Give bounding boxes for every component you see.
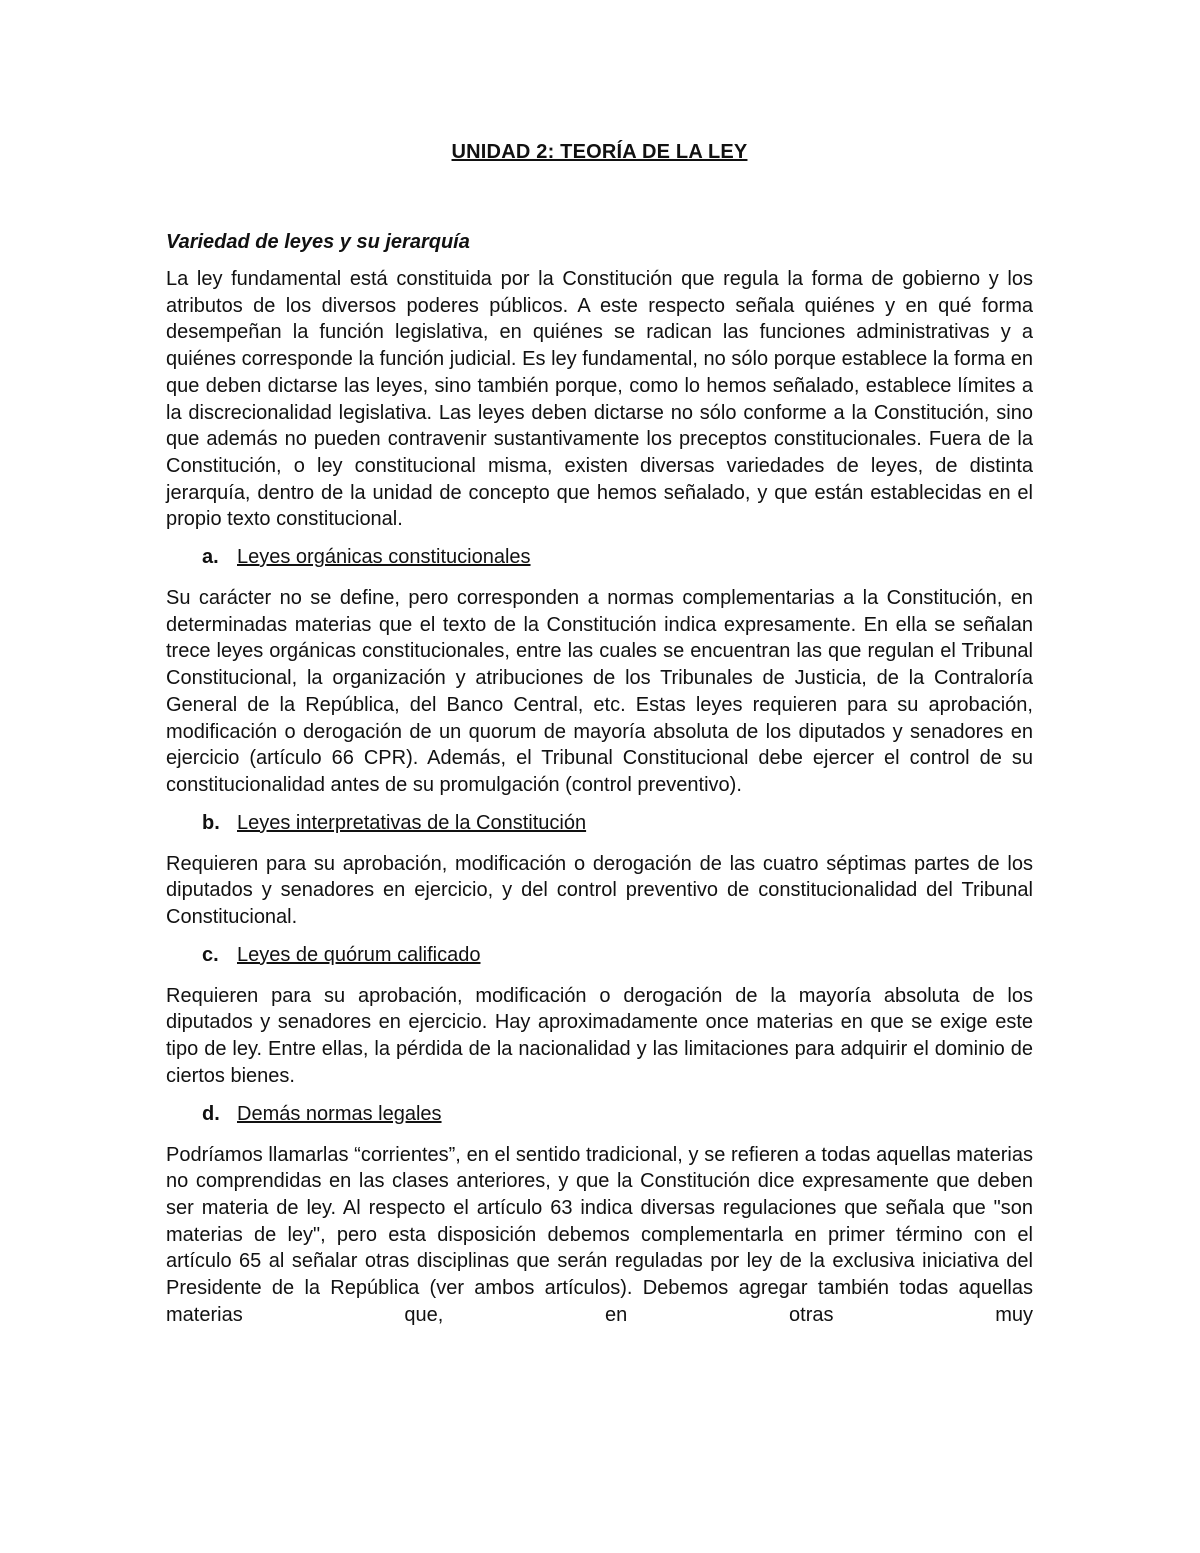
list-item-letter: d. [202,1102,220,1125]
document-title: UNIDAD 2: TEORÍA DE LA LEY [451,141,748,163]
list-item-label: Leyes de quórum calificado [237,943,481,966]
document-page [166,138,1033,1339]
list-item-c [166,941,1033,969]
list-item-letter: a. [202,546,219,569]
item-d-paragraph: Podríamos llamarlas “corrientes”, en el sentido tradicional, y se refieren a todas aquellas materias no comprendidas en las clases anteriores, y que la Constitución dice expresamente que deben ser materia de ley. Al respecto el artículo 63 indica diversas regulaciones que señala que "son materias de ley", pero esta disposición debemos complementarla en primer término con el artículo 65 al señalar otras disciplinas que serán reguladas por ley de la exclusiva iniciativa del Presidente de la República (ver ambos artículos). Debemos agregar también todas aquellas materias que, en otras muy [166,1143,1033,1326]
list-item-a [166,543,1033,571]
list-item-b [166,809,1033,837]
list-item-d [166,1100,1033,1128]
list-item-label: Demás normas legales [237,1102,442,1125]
list-item-letter: b. [202,811,220,834]
section-heading: Variedad de leyes y su jerarquía [166,231,470,253]
intro-paragraph: La ley fundamental está constituida por la Constitución que regula la forma de gobierno y los atributos de los diversos poderes públicos. A este respecto señala quiénes y en qué forma desempeñan la función legislativa, en quiénes se radican las funciones administrativas y a quiénes corresponde la función judicial. Es ley fundamental, no sólo porque establece la forma en que deben dictarse las leyes, sino también porque, como lo hemos señalado, establece límites a la discrecionalidad legislativa. Las leyes deben dictarse no sólo conforme a la Constitución, sino que además no pueden contravenir sustantivamente los preceptos constitucionales. Fuera de la Constitución, o ley constitucional misma, existen diversas variedades de leyes, de distinta jerarquía, dentro de la unidad de concepto que hemos señalado, y que están establecidas en el propio texto constitucional. [166,268,1033,531]
list-item-label: Leyes orgánicas constitucionales [237,546,531,569]
item-c-paragraph: Requieren para su aprobación, modificación o derogación de la mayoría absoluta de los diputados y senadores en ejercicio. Hay aproximadamente once materias en que se exige este tipo de ley. Entre ellas, la pérdida de la nacionalidad y las limitaciones para adquirir el dominio de ciertos bienes. [166,984,1033,1087]
item-a-paragraph: Su carácter no se define, pero corresponden a normas complementarias a la Constitución, en determinadas materias que el texto de la Constitución indica expresamente. En ella se señalan trece leyes orgánicas constitucionales, entre las cuales se encuentran las que regulan el Tribunal Constitucional, la organización y atribuciones de los Tribunales de Justicia, de la Contraloría General de la República, del Banco Central, etc. Estas leyes requieren para su aprobación, modificación o derogación de un quorum de mayoría absoluta de los diputados y senadores en ejercicio (artículo 66 CPR). Además, el Tribunal Constitucional debe ejercer el control de su constitucionalidad antes de su promulgación (control preventivo). [166,587,1033,796]
list-item-label: Leyes interpretativas de la Constitución [237,811,587,834]
list-item-letter: c. [202,943,219,966]
item-b-paragraph: Requieren para su aprobación, modificación o derogación de las cuatro séptimas partes de los diputados y senadores en ejercicio, y del control preventivo de constitucionalidad del Tribunal Constitucional. [166,852,1033,929]
